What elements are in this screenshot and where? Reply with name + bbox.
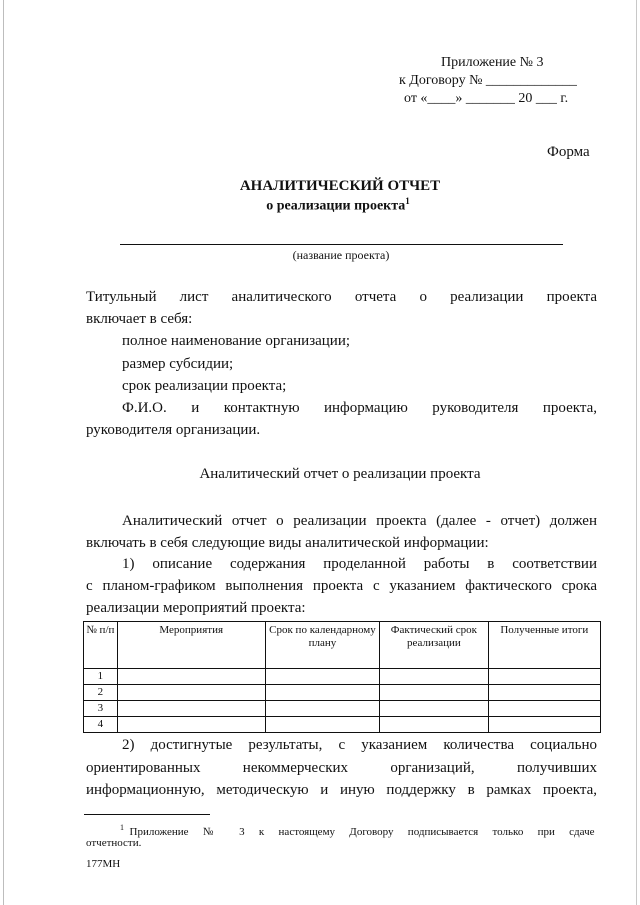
intro-line-1: Титульный лист аналитического отчета о реализации проекта <box>86 289 597 305</box>
table-cell <box>380 669 488 685</box>
table-cell <box>488 717 600 733</box>
body-p2-line-3: реализации мероприятий проекта: <box>86 600 306 616</box>
body-p3-line-1: 2) достигнутые результаты, с указанием количества социально <box>122 737 597 753</box>
footnote-divider <box>84 814 210 815</box>
table-cell <box>117 685 265 701</box>
table-header-row <box>84 622 601 669</box>
body-p2-line-2: с планом-графиком выполнения проекта с указанием фактического срока <box>86 578 597 594</box>
table-cell <box>380 717 488 733</box>
footnote-line-1 <box>120 820 598 840</box>
intro-item-3: срок реализации проекта; <box>122 378 287 394</box>
table-cell <box>488 669 600 685</box>
row-number: 3 <box>84 701 118 717</box>
scan-edge-right <box>636 0 637 905</box>
scan-edge-left <box>3 0 4 905</box>
col-header-planned-term: Срок по календарному плану <box>265 622 379 669</box>
col-header-results: Полученные итоги <box>488 622 600 669</box>
section-heading: Аналитический отчет о реализации проекта <box>199 466 481 482</box>
report-title: АНАЛИТИЧЕСКИЙ ОТЧЕТ <box>239 178 441 194</box>
intro-line-2: включает в себя: <box>86 311 193 327</box>
table-row <box>84 669 601 685</box>
footnote-ref-mark: 1 <box>405 196 410 206</box>
footnote-text: Приложение № 3 к настоящему Договору подписывается только при сдаче <box>129 825 595 838</box>
annex-date-line: от «____» _______ 20 ___ г. <box>404 91 569 106</box>
body-p1-line-1: Аналитический отчет о реализации проекта (далее - отчет) должен <box>122 513 597 529</box>
row-number: 1 <box>84 669 118 685</box>
intro-item-4-line-1: Ф.И.О. и контактную информацию руководителя проекта, <box>122 400 597 416</box>
project-name-line <box>120 244 563 245</box>
table-row <box>84 685 601 701</box>
body-p2-line-1: 1) описание содержания проделанной работы в соответствии <box>122 556 597 572</box>
col-header-number: № п/п <box>84 622 118 669</box>
report-subtitle <box>0 196 640 215</box>
activities-table <box>83 621 601 733</box>
table-cell <box>265 717 379 733</box>
footnote-mark: 1 <box>120 823 124 832</box>
table-row <box>84 701 601 717</box>
form-label: Форма <box>547 144 590 160</box>
annex-number: Приложение № 3 <box>441 55 544 70</box>
intro-item-1: полное наименование организации; <box>122 333 351 349</box>
annex-contract-ref: к Договору № _____________ <box>399 73 577 88</box>
row-number: 4 <box>84 717 118 733</box>
table-cell <box>380 701 488 717</box>
row-number: 2 <box>84 685 118 701</box>
intro-item-2: размер субсидии; <box>122 356 234 372</box>
document-code: 177МН <box>86 858 121 870</box>
table-cell <box>488 685 600 701</box>
table-cell <box>488 701 600 717</box>
footnote-line-2: отчетности. <box>86 837 142 849</box>
table-cell <box>265 701 379 717</box>
body-p3-line-2: ориентированных некоммерческих организаций, получивших <box>86 760 597 776</box>
intro-item-4-line-2: руководителя организации. <box>86 422 261 438</box>
table-row <box>84 717 601 733</box>
table-cell <box>117 717 265 733</box>
col-header-activities: Мероприятия <box>117 622 265 669</box>
table-cell <box>265 685 379 701</box>
col-header-actual-term: Фактический срок реализации <box>380 622 488 669</box>
project-name-caption: (название проекта) <box>292 248 390 262</box>
table-cell <box>117 669 265 685</box>
report-subtitle-text: о реализации проекта <box>266 198 406 214</box>
body-p1-line-2: включать в себя следующие виды аналитической информации: <box>86 535 489 551</box>
table-cell <box>380 685 488 701</box>
table-cell <box>117 701 265 717</box>
table-cell <box>265 669 379 685</box>
body-p3-line-3: информационную, методическую и иную поддержку в рамках проекта, <box>86 782 597 798</box>
